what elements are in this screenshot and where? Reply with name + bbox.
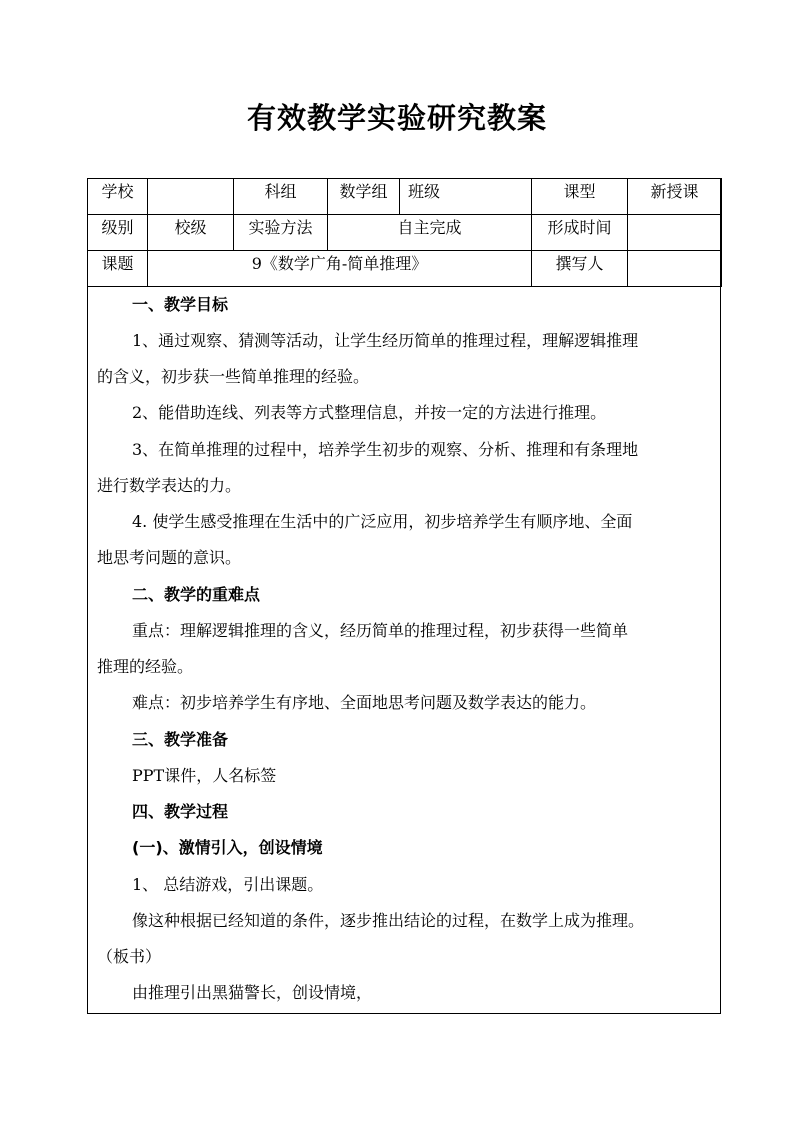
section-heading-preparation: 三、教学准备 <box>132 730 229 749</box>
difficult-point: 难点：初步培养学生有序地、全面地思考问题及数学表达的能力。 <box>132 693 597 712</box>
lesson-type-value: 新授课 <box>628 179 722 215</box>
level-value: 校级 <box>148 215 234 251</box>
goal-1-line-1: 1、通过观察、猜测等活动，让学生经历简单的推理过程，理解逻辑推理 <box>132 331 639 350</box>
goal-3-line-1: 3、在简单推理的过程中，培养学生初步的观察、分析、推理和有条理地 <box>132 440 639 459</box>
info-table <box>87 178 722 287</box>
info-row-1 <box>88 179 722 215</box>
author-label: 撰写人 <box>532 251 628 287</box>
page-title: 有效教学实验研究教案 <box>246 101 547 135</box>
subsection-heading-intro: (一)、激情引入，创设情境 <box>132 838 323 857</box>
formed-time-value <box>628 215 722 251</box>
topic-value: 9《数学广角-简单推理》 <box>148 251 532 287</box>
goal-4-line-2: 地思考问题的意识。 <box>97 548 242 567</box>
method-value: 自主完成 <box>328 215 532 251</box>
paragraph-line-1: 像这种根据已经知道的条件，逐步推出结论的过程，在数学上成为推理。 <box>132 911 645 930</box>
goal-3-line-2: 进行数学表达的力。 <box>97 476 242 495</box>
author-value <box>628 251 722 287</box>
goal-4-line-1: 4. 使学生感受推理在生活中的广泛应用，初步培养学生有顺序地、全面 <box>132 512 633 531</box>
topic-label: 课题 <box>88 251 148 287</box>
paragraph-line-2: （板书） <box>97 947 162 966</box>
method-label: 实验方法 <box>234 215 328 251</box>
school-label: 学校 <box>88 179 148 215</box>
section-heading-key-points: 二、教学的重难点 <box>132 585 261 604</box>
school-value <box>148 179 234 215</box>
preparation: PPT课件，人名标签 <box>132 766 277 785</box>
info-row-3 <box>88 251 722 287</box>
step-1: 1、 总结游戏，引出课题。 <box>132 875 324 894</box>
paragraph-line-3: 由推理引出黑猫警长，创设情境， <box>132 983 373 1002</box>
level-label: 级别 <box>88 215 148 251</box>
key-point-line-1: 重点：理解逻辑推理的含义，经历简单的推理过程，初步获得一些简单 <box>132 621 629 640</box>
key-point-line-2: 推理的经验。 <box>97 657 194 676</box>
goal-2: 2、能借助连线、列表等方式整理信息，并按一定的方法进行推理。 <box>132 403 607 422</box>
lesson-type-label: 课型 <box>532 179 628 215</box>
goal-1-line-2: 的含义，初步获一些简单推理的经验。 <box>97 367 370 386</box>
section-heading-goals: 一、教学目标 <box>132 295 229 314</box>
section-heading-process: 四、教学过程 <box>132 802 229 821</box>
formed-time-label: 形成时间 <box>532 215 628 251</box>
info-row-2 <box>88 215 722 251</box>
group-label: 科组 <box>234 179 328 215</box>
class-label: 班级 <box>400 179 532 215</box>
group-value: 数学组 <box>328 179 400 215</box>
